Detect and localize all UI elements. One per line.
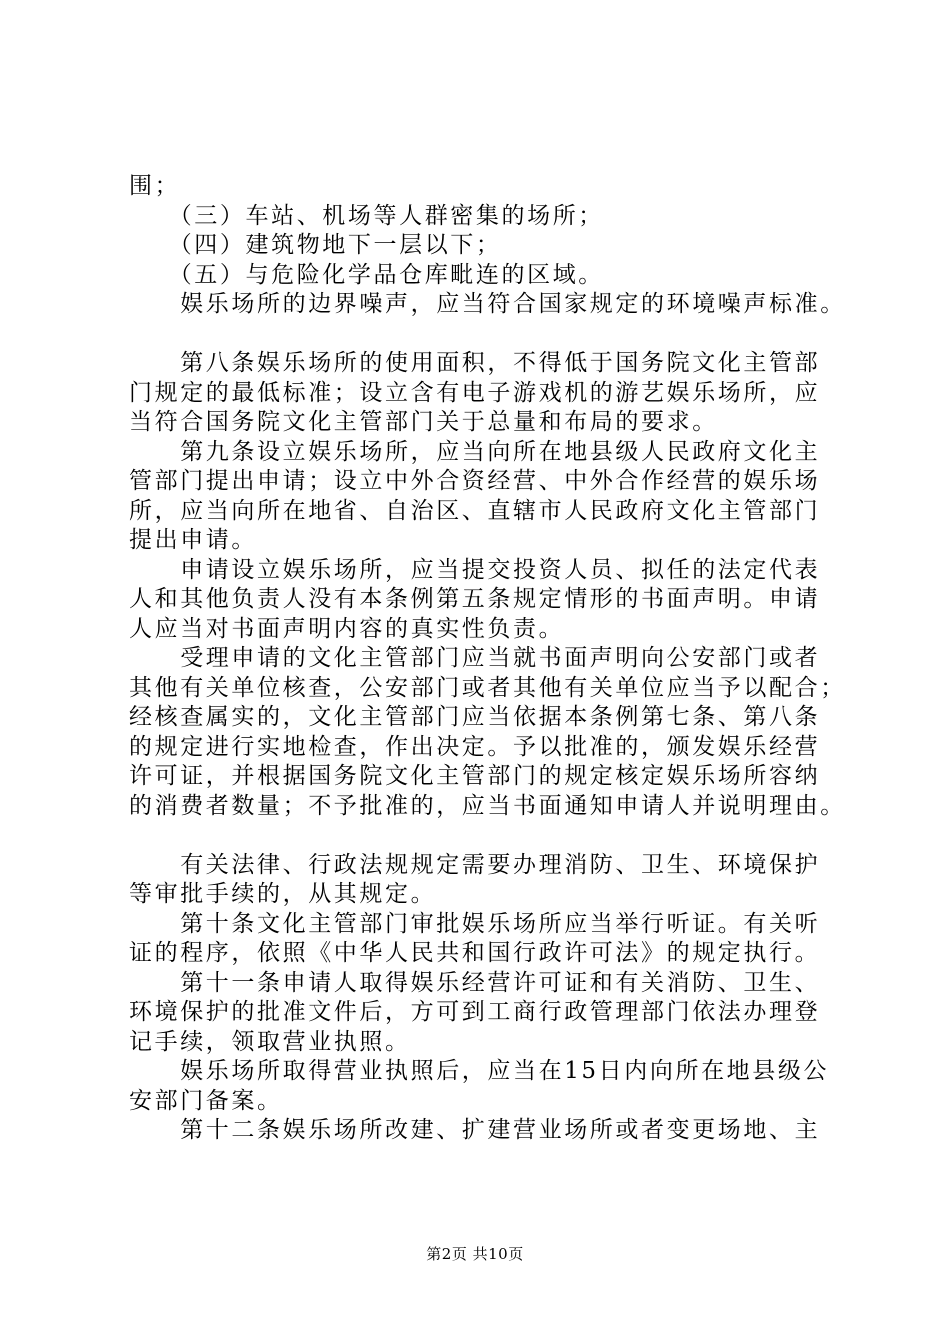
- text-line: 第十二条娱乐场所改建、扩建营业场所或者变更场地、主: [129, 1117, 821, 1143]
- text-line: 围；: [129, 173, 181, 199]
- text-line: 所，应当向所在地省、自治区、直辖市人民政府文化主管部门: [129, 497, 821, 524]
- text-line: 第八条娱乐场所的使用面积，不得低于国务院文化主管部: [129, 350, 821, 376]
- text-line: 管部门提出申请；设立中外合资经营、中外合作经营的娱乐场: [129, 468, 821, 494]
- text-line: 经核查属实的，文化主管部门应当依据本条例第七条、第八条: [129, 704, 821, 730]
- text-line: 等审批手续的，从其规定。: [129, 881, 437, 907]
- blank-line: [129, 821, 835, 851]
- text-line: 人和其他负责人没有本条例第五条规定情形的书面声明。申请: [129, 586, 821, 612]
- text-line: 的消费者数量；不予批准的，应当书面通知申请人并说明理由。: [129, 792, 846, 819]
- text-line: 环境保护的批准文件后，方可到工商行政管理部门依法办理登: [129, 999, 821, 1025]
- text-line: 记手续，领取营业执照。: [129, 1028, 411, 1055]
- text-line: 受理申请的文化主管部门应当就书面声明向公安部门或者: [129, 645, 821, 671]
- text-line: 申请设立娱乐场所，应当提交投资人员、拟任的法定代表: [129, 556, 821, 583]
- page-footer: 第2页 共10页: [426, 1245, 524, 1263]
- text-line: 许可证，并根据国务院文化主管部门的规定核定娱乐场所容纳: [129, 763, 821, 789]
- text-line: 当符合国务院文化主管部门关于总量和布局的要求。: [129, 409, 718, 435]
- text-line: 安部门备案。: [129, 1087, 283, 1114]
- text-line: （三）车站、机场等人群密集的场所；: [129, 202, 604, 229]
- text-line: 第十一条申请人取得娱乐经营许可证和有关消防、卫生、: [129, 969, 821, 996]
- text-line: （四）建筑物地下一层以下；: [129, 232, 502, 258]
- text-line: 娱乐场所的边界噪声，应当符合国家规定的环境噪声标准。: [129, 291, 846, 317]
- text-line: 门规定的最低标准；设立含有电子游戏机的游艺娱乐场所，应: [129, 379, 821, 406]
- text-line: 有关法律、行政法规规定需要办理消防、卫生、环境保护: [129, 851, 821, 878]
- document-body: [129, 172, 846, 1146]
- text-line: 其他有关单位核查，公安部门或者其他有关单位应当予以配合；: [129, 674, 846, 701]
- text-line: 第九条设立娱乐场所，应当向所在地县级人民政府文化主: [129, 438, 821, 465]
- text-line: （五）与危险化学品仓库毗连的区域。: [129, 261, 604, 288]
- text-line: 娱乐场所取得营业执照后，应当在15日内向所在地县级公: [129, 1058, 830, 1084]
- text-line: 证的程序，依照《中华人民共和国行政许可法》的规定执行。: [129, 940, 821, 966]
- blank-line: [129, 320, 835, 350]
- text-line: 提出申请。: [129, 527, 257, 553]
- text-line: 人应当对书面声明内容的真实性负责。: [129, 615, 565, 642]
- text-line: 第十条文化主管部门审批娱乐场所应当举行听证。有关听: [129, 910, 821, 937]
- text-line: 的规定进行实地检查，作出决定。予以批准的，颁发娱乐经营: [129, 733, 821, 760]
